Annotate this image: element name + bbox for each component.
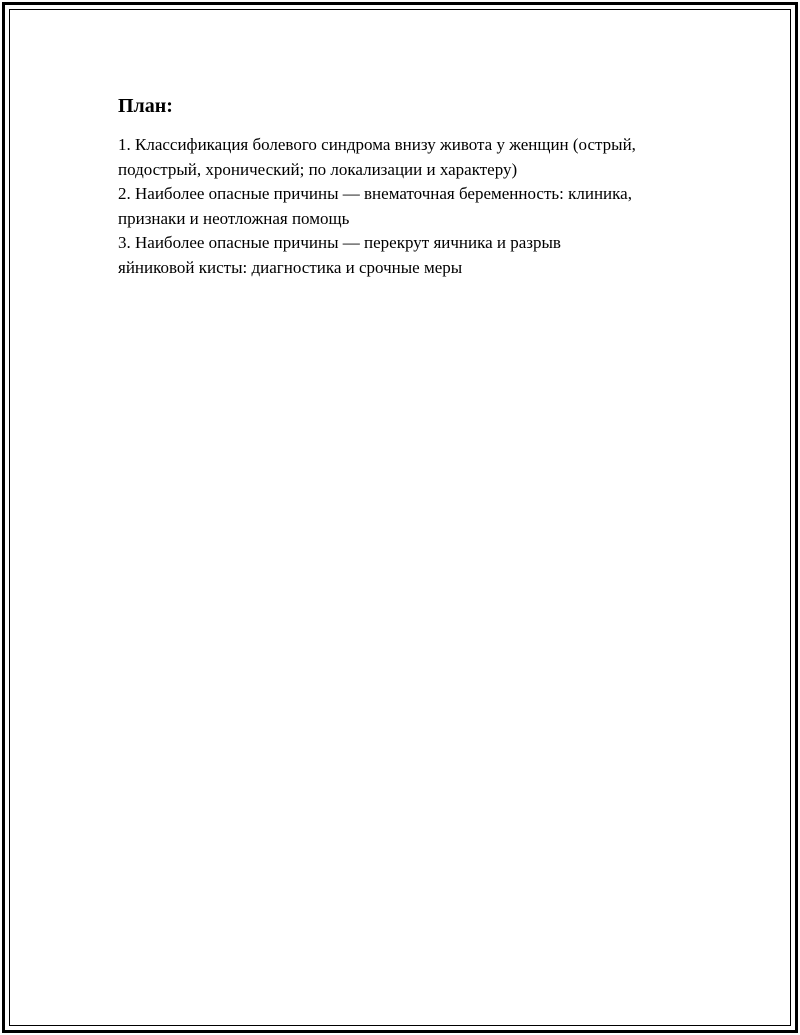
plan-item-1-line-1: 1. Классификация болевого синдрома внизу живота у женщин (острый, <box>118 135 636 154</box>
plan-section <box>118 92 698 280</box>
plan-item-3-line-2: яйниковой кисты: диагностика и срочные меры <box>118 257 463 277</box>
plan-title: План: <box>118 95 173 117</box>
plan-item-2-line-2: признаки и неотложная помощь <box>118 208 350 228</box>
plan-item-3 <box>118 231 698 280</box>
plan-item-1-line-2: подострый, хронический; по локализации и характеру) <box>118 159 518 179</box>
plan-item-1 <box>118 133 698 182</box>
plan-item-3-line-1: 3. Наиболее опасные причины — перекрут яичника и разрыв <box>118 233 561 252</box>
plan-item-2 <box>118 182 698 231</box>
plan-item-2-line-1: 2. Наиболее опасные причины — внематочная беременность: клиника, <box>118 184 632 203</box>
